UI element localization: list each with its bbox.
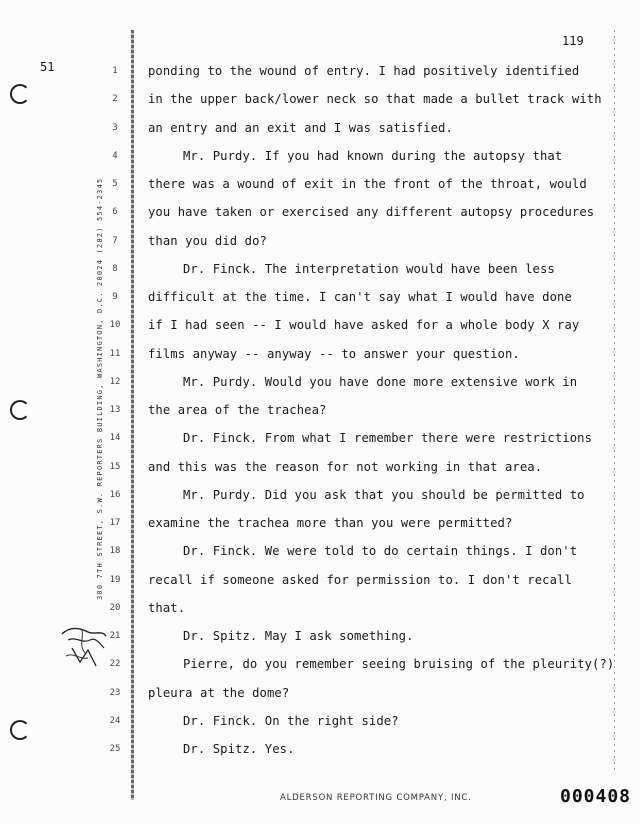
line-number: 6 — [112, 207, 118, 218]
transcript-line: recall if someone asked for permission to. I don't recall — [148, 572, 572, 587]
line-number: 13 — [109, 405, 121, 415]
line-number: 3 — [112, 122, 118, 133]
transcript-line: pleura at the dome? — [148, 685, 290, 700]
line-number: 19 — [109, 574, 121, 585]
transcript-line: films anyway -- anyway -- to answer your question. — [148, 346, 520, 361]
bates-number: 000408 — [560, 786, 632, 807]
line-number: 14 — [109, 433, 121, 444]
line-number: 2 — [112, 94, 118, 105]
line-number: 1 — [112, 66, 118, 76]
line-number: 15 — [109, 461, 121, 472]
line-number: 10 — [109, 320, 121, 331]
line-number: 8 — [112, 263, 118, 274]
line-number: 12 — [109, 376, 121, 387]
transcript-line: that. — [148, 600, 186, 615]
transcript-line: Dr. Finck. From what I remember there were restrictions — [183, 431, 593, 446]
transcript-line: and this was the reason for not working in that area. — [148, 459, 543, 474]
transcript-line: Mr. Purdy. Did you ask that you should be permitted to — [183, 487, 585, 502]
line-number: 22 — [109, 659, 121, 670]
line-number: 9 — [112, 292, 118, 302]
transcript-line: Dr. Finck. On the right side? — [183, 713, 399, 728]
reporter-stamp-logo-icon — [58, 622, 110, 672]
line-number: 25 — [109, 744, 121, 754]
footer-company: ALDERSON REPORTING COMPANY, INC. — [280, 793, 472, 803]
line-number: 4 — [112, 150, 118, 161]
transcript-line: Mr. Purdy. If you had known during the autopsy that — [183, 148, 563, 163]
transcript-line: if I had seen -- I would have asked for a whole body X ray — [148, 318, 580, 333]
transcript-line: in the upper back/lower neck so that made a bullet track with — [148, 92, 602, 107]
line-number: 7 — [112, 235, 118, 246]
transcript-line: examine the trachea more than you were permitted? — [148, 516, 513, 530]
transcript-line: than you did do? — [148, 233, 267, 248]
transcript-line: Dr. Finck. The interpretation would have been less — [183, 261, 555, 276]
line-number: 16 — [109, 489, 121, 500]
transcript-line: an entry and an exit and I was satisfied. — [148, 120, 453, 135]
transcript-line: there was a wound of exit in the front of the throat, would — [148, 177, 587, 191]
line-number: 5 — [112, 179, 118, 189]
transcript-line: the area of the trachea? — [148, 403, 327, 417]
transcript-line: ponding to the wound of entry. I had positively identified — [148, 64, 580, 78]
side-number: 51 — [40, 60, 55, 74]
punch-hole-middle — [10, 400, 30, 420]
left-margin-rule — [131, 30, 134, 800]
line-number: 18 — [109, 546, 121, 557]
transcript-line: Dr. Finck. We were told to do certain things. I don't — [183, 544, 578, 559]
transcript-line: you have taken or exercised any different autopsy procedures — [148, 205, 595, 220]
line-number: 11 — [109, 348, 121, 359]
transcript-line: Mr. Purdy. Would you have done more extensive work in — [183, 374, 578, 389]
punch-hole-bottom — [10, 720, 30, 740]
line-number: 24 — [109, 715, 121, 726]
transcript-line: Pierre, do you remember seeing bruising of the pleurity(?) — [183, 657, 615, 672]
transcript-line: Dr. Spitz. Yes. — [183, 742, 295, 756]
line-number: 21 — [109, 631, 121, 641]
page-number: 119 — [562, 34, 584, 48]
transcript-line: difficult at the time. I can't say what I would have done — [148, 290, 572, 304]
transcript-line: Dr. Spitz. May I ask something. — [183, 629, 414, 643]
line-number: 20 — [109, 602, 121, 613]
reporter-address: 300 7TH STREET, S.W. REPORTERS BUILDING, WASHINGTON, D.C. 20024 (202) 554-2345 — [96, 177, 104, 600]
line-number: 23 — [109, 687, 121, 698]
punch-hole-top — [10, 84, 30, 104]
line-number: 17 — [109, 518, 121, 528]
